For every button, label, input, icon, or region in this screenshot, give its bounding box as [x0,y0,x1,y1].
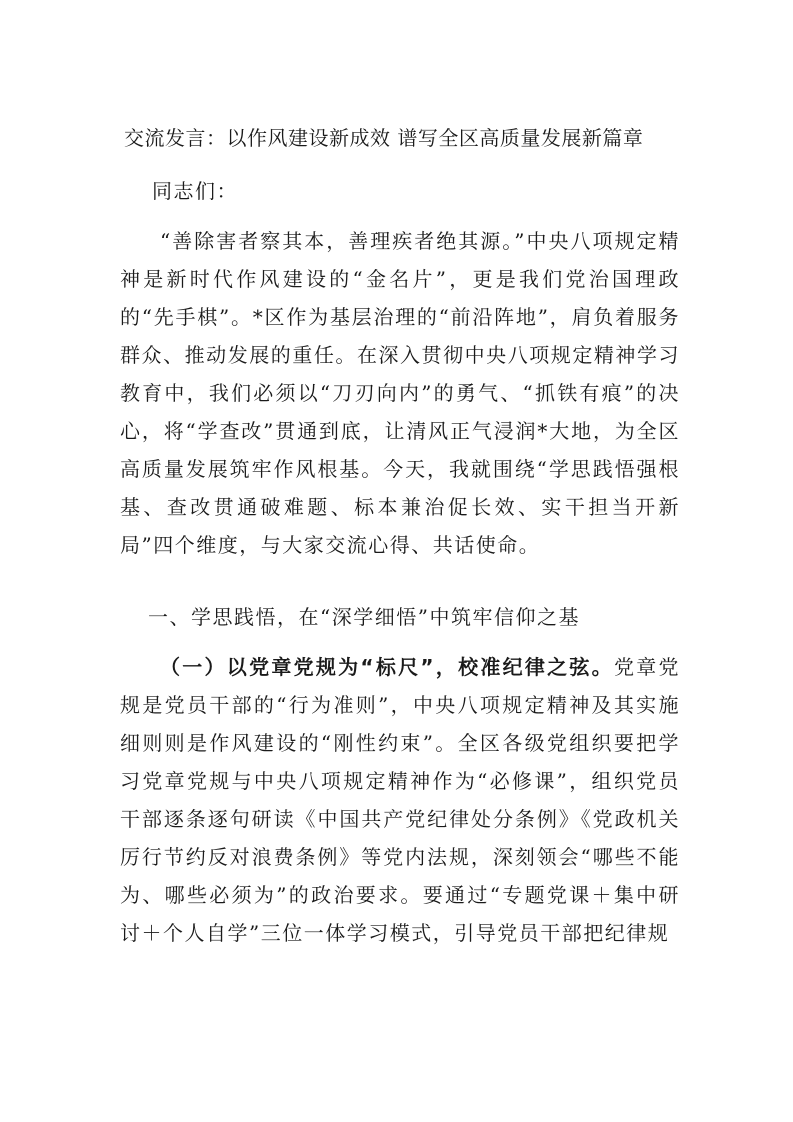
greeting: 同志们： [152,179,238,203]
subsection-body: 党章党规是党员干部的“行为准则”，中央八项规定精神及其实施细则则是作风建设的“刚性约束”。全区各级党组织要把学习党章党规与中央八项规定精神作为“必修课”，组织党员干部逐条逐句研读《中国共产党纪律处分条例》《党政机关厉行节约反对浪费条例》等党内法规，深刻领会“哪些不能为、哪些必须为”的政治要求。要通过“专题党课＋集中研讨＋个人自学”三位一体学习模式，引导党员干部把纪律规 [120,655,680,945]
subsection-paragraph-1 [120,648,680,952]
subsection-lead: （一）以党章党规为“标尺”，校准纪律之弦。 [160,655,614,679]
document-title: 交流发言：以作风建设新成效 谱写全区高质量发展新篇章 [124,126,644,150]
section-heading-1: 一、学思践悟，在“深学细悟”中筑牢信仰之基 [148,605,580,629]
intro-paragraph: “善除害者察其本，善理疾者绝其源。”中央八项规定精神是新时代作风建设的“金名片”，更是我们党治国理政的“先手棋”。*区作为基层治理的“前沿阵地”，肩负着服务群众、推动发展的重任。在深入贯彻中央八项规定精神学习教育中，我们必须以“刀刃向内”的勇气、“抓铁有痕”的决心，将“学查改”贯通到底，让清风正气浸润*大地，为全区高质量发展筑牢作风根基。今天，我就围绕“学思践悟强根基、查改贯通破难题、标本兼治促长效、实干担当开新局”四个维度，与大家交流心得、共话使命。 [120,229,680,557]
